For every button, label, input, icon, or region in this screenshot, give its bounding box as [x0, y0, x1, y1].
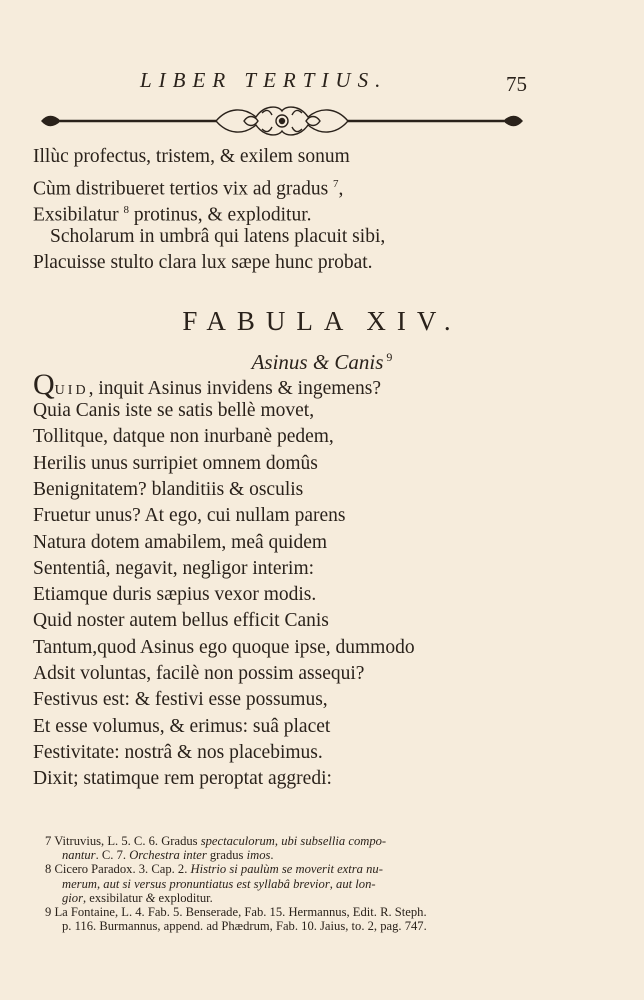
verse-line: Benignitatem? blanditiis & osculis [33, 478, 304, 500]
footnote-ref: 7 [333, 177, 339, 190]
verse-line: Herilis unus surripiet omnem domûs [33, 452, 318, 474]
footnote-line: merum, aut si versus pronuntiatus est syllabâ brevior, aut lon- [62, 876, 376, 891]
footnote-marker: 9 [45, 905, 55, 919]
footnote-marker: 7 [45, 834, 55, 848]
page-number: 75 [506, 72, 527, 96]
small-caps-word: UID [54, 383, 89, 398]
footnote-line: gior, exsibilatur & exploditur. [62, 890, 213, 905]
verse-line: Tollitque, datque non inurbanè pedem, [33, 426, 334, 448]
verse-line-first [33, 368, 382, 402]
footnote-ref: 8 [123, 204, 129, 216]
running-title: LIBER TERTIUS. [140, 68, 388, 92]
footnote-line: 9 La Fontaine, L. 4. Fab. 5. Benserade, Fab. 15. Hermannus, Edit. R. Steph. [45, 905, 427, 919]
drop-cap: Q [33, 368, 55, 401]
verse-line: Festivitate: nostrâ & nos placebimus. [33, 741, 323, 763]
footnote-line: p. 116. Burmannus, append. ad Phædrum, Fab. 10. Jaius, to. 2, pag. 747. [62, 919, 427, 934]
verse-line: Sententiâ, negavit, negligor interim: [33, 557, 315, 579]
footnote-marker: 8 [45, 862, 55, 877]
verse-line: Illùc profectus, tristem, & exilem sonum [33, 146, 350, 167]
verse-line: Natura dotem amabilem, meâ quidem [33, 531, 328, 553]
verse-line: Fruetur unus? At ego, cui nullam parens [33, 505, 346, 527]
fable-title-note: 9 [386, 350, 393, 364]
fable-title [0, 350, 644, 375]
footnote-line: 8 Cicero Paradox. 3. Cap. 2. Histrio si paulùm se moverit extra nu- [45, 862, 383, 877]
ornamental-rule-icon [36, 104, 528, 138]
verse-line: Dixit; statimque rem peroptat aggredi: [33, 768, 332, 790]
verse-line: Cùm distribueret tertios vix ad gradus $^7$, [33, 177, 344, 199]
footnote-line: 7 Vitruvius, L. 5. C. 6. Gradus spectaculorum, ubi subsellia compo- [45, 834, 387, 848]
verse-line: Et esse volumus, & erimus: suâ placet [33, 715, 331, 737]
verse-line: Adsit voluntas, facilè non possim assequi? [33, 663, 365, 684]
running-head [0, 68, 644, 98]
verse-line: Quid noster autem bellus efficit Canis [33, 610, 329, 632]
verse-line: Tantum,quod Asinus ego quoque ipse, dummodo [33, 636, 415, 658]
verse-line: Exsibilatur $^8$ protinus, & exploditur. [33, 204, 312, 226]
footnote-line: nantur. C. 7. Orchestra inter gradus imos. [62, 848, 274, 863]
fable-number: XIV. [366, 306, 462, 336]
verse-line: Festivus est: & festivi esse possumus, [33, 689, 328, 711]
fable-label: FABULA [182, 306, 355, 336]
fable-heading [0, 306, 644, 337]
verse-line: Etiamque duris sæpius vexor modis. [33, 584, 317, 606]
verse-line: Scholarum in umbrâ qui latens placuit sibi, [50, 225, 386, 247]
verse-line: Quia Canis iste se satis bellè movet, [33, 400, 315, 421]
verse-line: Placuisse stulto clara lux sæpe hunc probat. [33, 252, 373, 273]
first-line-rest: , inquit Asinus invidens & ingemens? [88, 378, 382, 399]
fable-title-text: Asinus & Canis [251, 350, 384, 374]
